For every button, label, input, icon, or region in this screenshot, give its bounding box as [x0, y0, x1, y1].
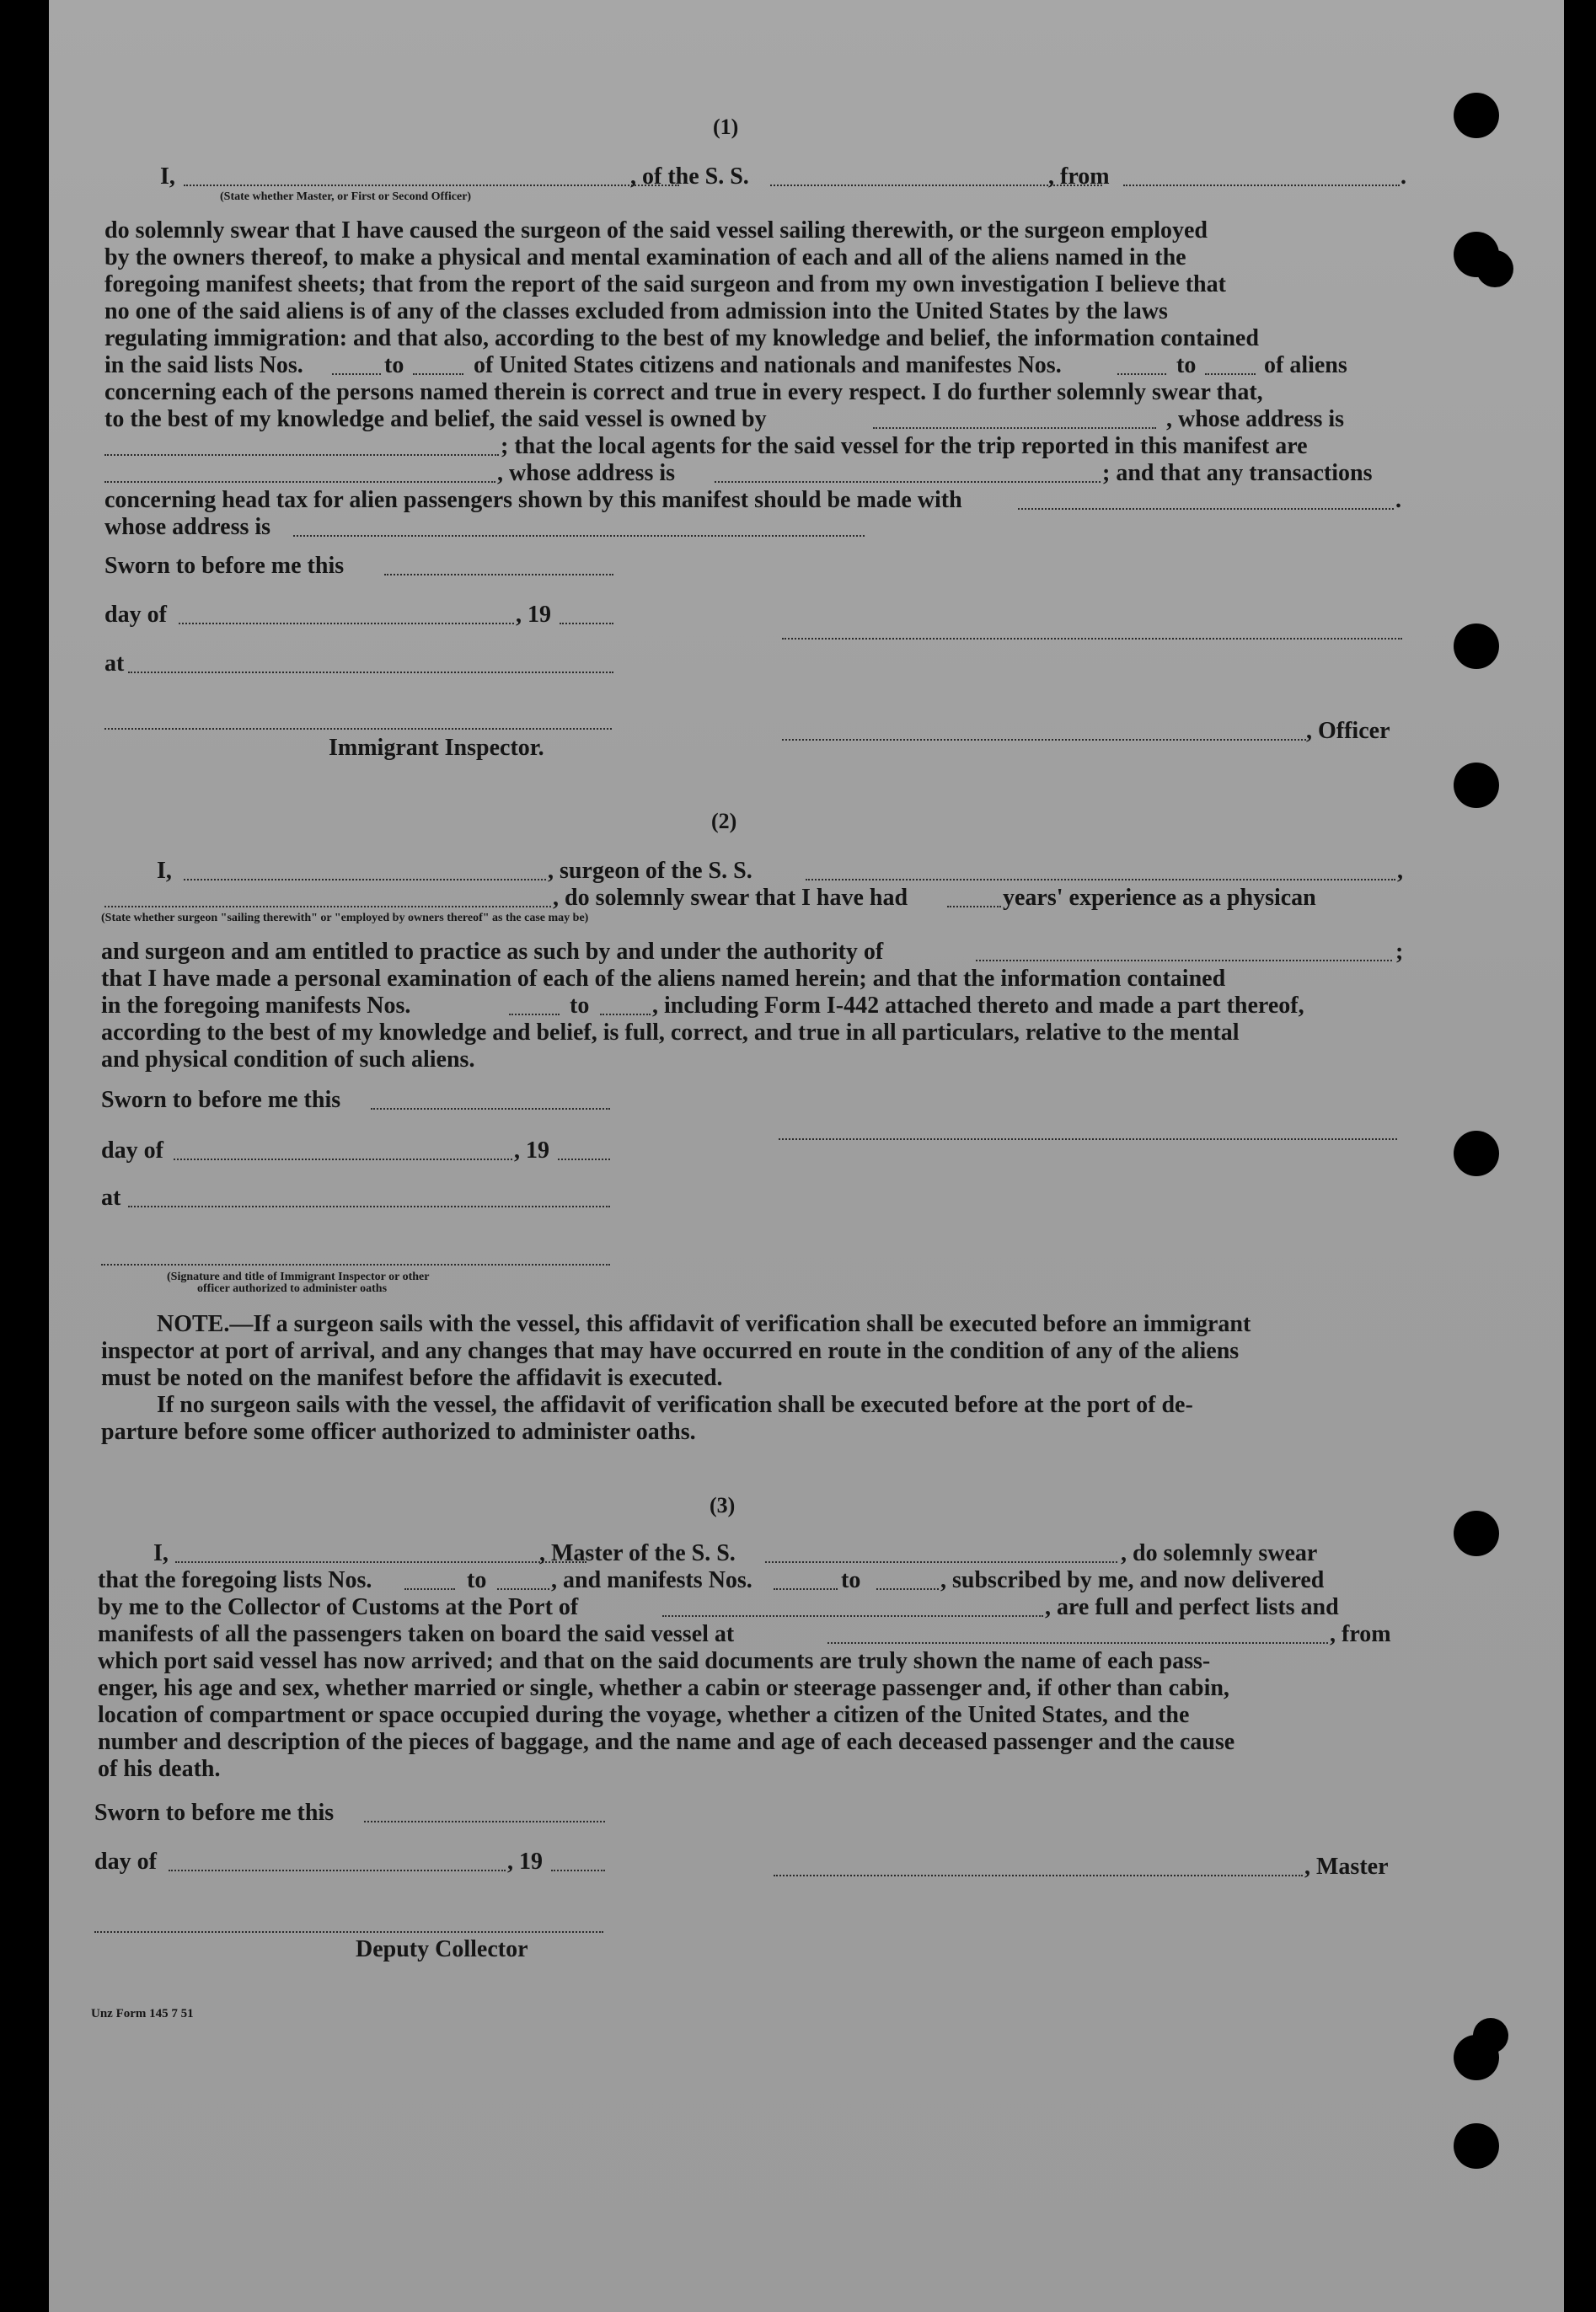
- body-line: in the said lists Nos.: [104, 352, 303, 378]
- surgeon-status-field[interactable]: [104, 906, 551, 907]
- body-line: , subscribed by me, and now delivered: [940, 1567, 1325, 1593]
- punch-hole: [1454, 623, 1499, 669]
- section-number: (1): [713, 115, 739, 139]
- at-place-field-2[interactable]: [128, 1206, 610, 1207]
- label-period: .: [1395, 487, 1401, 513]
- body-line: to: [1176, 352, 1197, 378]
- manifests-from-field[interactable]: [1117, 373, 1166, 375]
- body-line: manifests of all the passengers taken on board the said vessel at: [98, 1621, 735, 1647]
- signature-caption: (Signature and title of Immigrant Inspector or other: [167, 1271, 430, 1283]
- note-line: inspector at port of arrival, and any changes that may have occurred en route in the condition of any of the aliens: [101, 1338, 1240, 1364]
- from-port-field[interactable]: [1123, 185, 1400, 186]
- year-field-2[interactable]: [558, 1159, 610, 1160]
- body-line: to: [841, 1567, 861, 1593]
- at-label: at: [104, 650, 125, 677]
- signature-caption: officer authorized to administer oaths: [197, 1282, 388, 1295]
- note-line: NOTE.—If a surgeon sails with the vessel, this affidavit of verification shall be executed before an immigrant: [157, 1311, 1251, 1337]
- label-period: .: [1401, 163, 1406, 190]
- body-line: concerning head tax for alien passengers shown by this manifest should be made with: [104, 487, 962, 513]
- body-line: location of compartment or space occupied during the voyage, whether a citizen of the United States, and the: [98, 1702, 1190, 1728]
- manifests-from-field-3[interactable]: [774, 1588, 838, 1590]
- body-line: , including Form I-442 attached thereto and made a part thereof,: [652, 993, 1304, 1019]
- agents-field[interactable]: [104, 481, 495, 483]
- body-line: regulating immigration: and that also, according to the best of my knowledge and belief, the information contained: [104, 325, 1259, 351]
- lists-to-field[interactable]: [413, 373, 463, 375]
- years-field[interactable]: [947, 906, 1001, 907]
- manifests-from-field-2[interactable]: [509, 1014, 560, 1015]
- master-signature-label: , Master: [1304, 1854, 1389, 1880]
- sworn-date-field-2[interactable]: [371, 1108, 610, 1110]
- punch-hole: [1454, 93, 1499, 138]
- month-field-3[interactable]: [169, 1870, 506, 1871]
- body-line: and surgeon and am entitled to practice as such by and under the authority of: [101, 939, 884, 965]
- comma: ,: [1397, 858, 1403, 884]
- body-line: , whose address is: [497, 460, 676, 486]
- body-line: by the owners thereof, to make a physical and mental examination of each and all of the aliens named in the: [104, 244, 1186, 270]
- body-line: , and manifests Nos.: [551, 1567, 752, 1593]
- note-line: parture before some officer authorized to administer oaths.: [101, 1419, 696, 1445]
- surgeon-signature-field[interactable]: [779, 1138, 1397, 1140]
- year-label: , 19: [507, 1849, 543, 1875]
- punch-hole: [1476, 250, 1513, 287]
- body-line: to: [570, 993, 590, 1019]
- manifests-to-field-2[interactable]: [600, 1014, 651, 1015]
- month-field[interactable]: [179, 623, 514, 624]
- vessel-name-field-3[interactable]: [765, 1561, 1117, 1563]
- body-line: no one of the said aliens is of any of the classes excluded from admission into the United States by the laws: [104, 298, 1168, 324]
- at-place-field[interactable]: [128, 672, 613, 673]
- sworn-label: Sworn to before me this: [104, 553, 345, 579]
- body-line: to: [467, 1567, 487, 1593]
- body-line: enger, his age and sex, whether married or single, whether a cabin or steerage passenger and, if other than cabin,: [98, 1675, 1229, 1701]
- port-field[interactable]: [662, 1615, 1043, 1617]
- form-identifier: Unz Form 145 7 51: [91, 2007, 194, 2020]
- year-label: , 19: [516, 602, 551, 628]
- master-label: , Master of the S. S.: [539, 1540, 736, 1566]
- body-line: which port said vessel has now arrived; and that on the said documents are truly shown the name of each pass-: [98, 1648, 1211, 1674]
- label-from: , from: [1048, 163, 1110, 190]
- swear-text: , do solemnly swear: [1121, 1540, 1318, 1566]
- surgeon-label: , surgeon of the S. S.: [548, 858, 752, 884]
- master-name-field-3[interactable]: [175, 1561, 586, 1563]
- punch-hole: [1454, 1131, 1499, 1176]
- punch-hole: [1454, 1511, 1499, 1556]
- body-line: , from: [1330, 1621, 1391, 1647]
- section-number: (2): [711, 809, 737, 833]
- sworn-date-field[interactable]: [384, 574, 613, 575]
- semicolon: ;: [1395, 939, 1404, 965]
- sworn-date-field-3[interactable]: [364, 1821, 605, 1822]
- body-line: foregoing manifest sheets; that from the report of the said surgeon and from my own investigation I believe that: [104, 271, 1226, 297]
- body-line: to: [384, 352, 404, 378]
- body-line: , are full and perfect lists and: [1045, 1594, 1339, 1620]
- head-tax-field[interactable]: [1018, 508, 1394, 510]
- manifests-to-field-3[interactable]: [876, 1588, 939, 1590]
- body-line: by me to the Collector of Customs at the Port of: [98, 1594, 579, 1620]
- body-line: number and description of the pieces of baggage, and the name and age of each deceased passenger and the cause: [98, 1729, 1235, 1755]
- body-line: of United States citizens and nationals and manifestes Nos.: [474, 352, 1062, 378]
- authority-field[interactable]: [976, 960, 1392, 961]
- owner-address-field[interactable]: [104, 454, 499, 456]
- day-of-label: day of: [104, 602, 167, 628]
- swear-text: , do solemnly swear that I have had: [553, 885, 908, 911]
- years-text: years' experience as a physican: [1003, 885, 1316, 911]
- lists-to-field-3[interactable]: [497, 1588, 549, 1590]
- inspector-signature-field-2[interactable]: [101, 1264, 610, 1266]
- sworn-label: Sworn to before me this: [94, 1800, 335, 1826]
- day-of-label: day of: [94, 1849, 157, 1875]
- owner-field[interactable]: [873, 427, 1156, 429]
- vessel-name-field-2[interactable]: [806, 879, 1395, 880]
- body-line: of his death.: [98, 1756, 221, 1782]
- body-line: ; and that any transactions: [1102, 460, 1373, 486]
- head-tax-address-field[interactable]: [293, 535, 865, 537]
- body-line: according to the best of my knowledge and belief, is full, correct, and true in all particulars, relative to the mental: [101, 1020, 1240, 1046]
- body-line: whose address is: [104, 514, 271, 540]
- body-line: in the foregoing manifests Nos.: [101, 993, 411, 1019]
- body-line: that I have made a personal examination of each of the aliens named herein; and that the information contained: [101, 966, 1226, 992]
- inspector-label: Immigrant Inspector.: [329, 735, 544, 761]
- master-signature-field[interactable]: [774, 1875, 1303, 1876]
- deputy-signature-field[interactable]: [94, 1931, 603, 1933]
- deputy-collector-label: Deputy Collector: [356, 1936, 528, 1962]
- note-line: If no surgeon sails with the vessel, the affidavit of verification shall be executed before at the port of de-: [157, 1392, 1193, 1418]
- body-line: do solemnly swear that I have caused the surgeon of the said vessel sailing therewith, or the surgeon employed: [104, 217, 1208, 244]
- body-line: that the foregoing lists Nos.: [98, 1567, 372, 1593]
- inspector-signature-field[interactable]: [104, 728, 612, 730]
- punch-hole: [1454, 763, 1499, 808]
- agents-address-field[interactable]: [715, 481, 1101, 483]
- manifests-to-field[interactable]: [1205, 373, 1256, 375]
- day-of-label: day of: [101, 1137, 163, 1164]
- month-field-2[interactable]: [174, 1159, 512, 1160]
- note-line: must be noted on the manifest before the affidavit is executed.: [101, 1365, 723, 1391]
- body-line: of aliens: [1264, 352, 1347, 378]
- punch-hole: [1473, 2018, 1508, 2053]
- lists-from-field[interactable]: [332, 373, 381, 375]
- body-line: to the best of my knowledge and belief, the said vessel is owned by: [104, 406, 767, 432]
- sworn-label: Sworn to before me this: [101, 1087, 341, 1113]
- section-number: (3): [710, 1493, 736, 1517]
- officer-signature-field-2[interactable]: [782, 739, 1306, 741]
- master-name-field[interactable]: [184, 185, 679, 186]
- officer-signature-field-1[interactable]: [782, 638, 1402, 640]
- year-label: , 19: [514, 1137, 549, 1164]
- label-of-ss: , of the S. S.: [630, 163, 749, 190]
- body-line: ; that the local agents for the said vessel for the trip reported in this manifest are: [501, 433, 1308, 459]
- hint-text: (State whether Master, or First or Second Officer): [220, 190, 472, 203]
- document-page: [49, 0, 1564, 2312]
- body-line: , whose address is: [1166, 406, 1345, 432]
- punch-hole: [1454, 2123, 1499, 2169]
- officer-label: , Officer: [1306, 718, 1390, 744]
- year-field[interactable]: [560, 623, 613, 624]
- hint-text: (State whether surgeon "sailing therewith" or "employed by owners thereof" as the case may be): [101, 912, 589, 924]
- body-line: and physical condition of such aliens.: [101, 1046, 475, 1073]
- lists-from-field-3[interactable]: [404, 1588, 455, 1590]
- surgeon-name-field[interactable]: [184, 879, 546, 880]
- label-i: I,: [153, 1540, 169, 1566]
- at-label: at: [101, 1185, 121, 1211]
- embark-port-field[interactable]: [827, 1642, 1328, 1644]
- label-i: I,: [160, 163, 175, 190]
- body-line: concerning each of the persons named therein is correct and true in every respect. I do further solemnly swear that,: [104, 379, 1263, 405]
- year-field-3[interactable]: [551, 1870, 605, 1871]
- label-i: I,: [157, 858, 172, 884]
